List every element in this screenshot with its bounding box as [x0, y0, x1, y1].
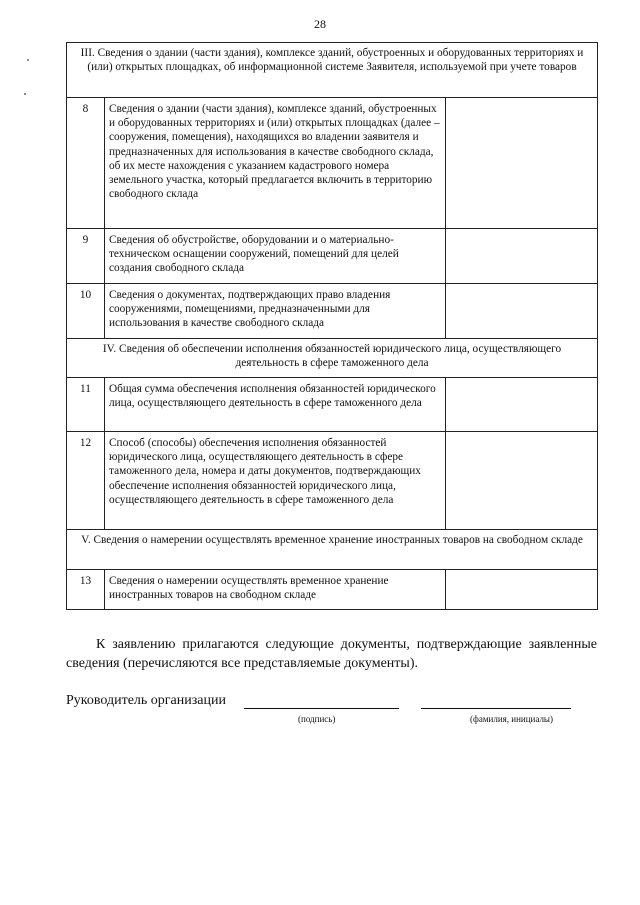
table-row: [67, 284, 598, 339]
row-value-cell[interactable]: [446, 432, 598, 530]
table-row: [67, 378, 598, 432]
row-value-cell[interactable]: [446, 229, 598, 284]
section-4-title: IV. Сведения об обеспечении исполнения обязанностей юридического лица, осуществляющего деятельность в сфере таможенного дела: [67, 339, 598, 378]
table-row: [67, 98, 598, 229]
row-description: Общая сумма обеспечения исполнения обязанностей юридического лица, осуществляющего деятельность в сфере таможенного дела: [105, 378, 446, 432]
row-value-cell[interactable]: [446, 284, 598, 339]
row-value-cell[interactable]: [446, 570, 598, 610]
row-number: 9: [67, 229, 105, 284]
signature-block: [66, 693, 597, 733]
row-number: 11: [67, 378, 105, 432]
attachment-paragraph: [66, 636, 597, 673]
section-3-title: III. Сведения о здании (части здания), комплексе зданий, обустроенных и оборудованных территориях и (или) открытых площадках, об информационной системе Заявителя, используемой при учете товаров: [67, 43, 598, 98]
name-caption: (фамилия, инициалы): [470, 714, 553, 724]
section-3-header: [67, 43, 598, 98]
row-description: Сведения об обустройстве, оборудовании и о материально-техническом оснащении сооружений, помещений для целей создания свободного склада: [105, 229, 446, 284]
table-row: [67, 570, 598, 610]
row-number: 12: [67, 432, 105, 530]
scan-speck: [24, 93, 26, 95]
section-5-header: [67, 530, 598, 570]
row-number: 13: [67, 570, 105, 610]
row-number: 10: [67, 284, 105, 339]
row-description: Сведения о документах, подтверждающих право владения сооружениями, помещениями, предназначенными для использования в качестве свободного склада: [105, 284, 446, 339]
page-number: 28: [314, 17, 326, 31]
row-value-cell[interactable]: [446, 98, 598, 229]
signature-caption: (подпись): [298, 714, 336, 724]
name-initials-line[interactable]: [421, 708, 571, 709]
signature-line[interactable]: [244, 708, 399, 709]
row-value-cell[interactable]: [446, 378, 598, 432]
row-description: Сведения о намерении осуществлять временное хранение иностранных товаров на свободном складе: [105, 570, 446, 610]
row-number: 8: [67, 98, 105, 229]
table-row: [67, 229, 598, 284]
signature-label: Руководитель организации: [66, 693, 226, 708]
section-4-header: [67, 339, 598, 378]
scan-speck: [27, 59, 29, 61]
section-5-title: V. Сведения о намерении осуществлять временное хранение иностранных товаров на свободном складе: [67, 530, 598, 570]
application-form-table: [66, 42, 598, 610]
attachment-text: К заявлению прилагаются следующие документы, подтверждающие заявленные сведения (перечисляются все представляемые документы).: [66, 637, 597, 671]
row-description: Способ (способы) обеспечения исполнения обязанностей юридического лица, осуществляющего деятельность в сфере таможенного дела, номера и даты документов, подтверждающих обеспечение исполнения обязанностей юридического лица, осуществляющего деятельность в сфере таможенного дела: [105, 432, 446, 530]
row-description: Сведения о здании (части здания), комплексе зданий, обустроенных и оборудованных территориях и (или) открытых площадках (далее – сооружения, помещения), находящихся во владении заявителя и предназначенных для использования в качестве свободного склада, об их месте нахождения с указанием кадастрового номера земельного участка, который предлагается включить в территорию свободного склада: [105, 98, 446, 229]
table-row: [67, 432, 598, 530]
